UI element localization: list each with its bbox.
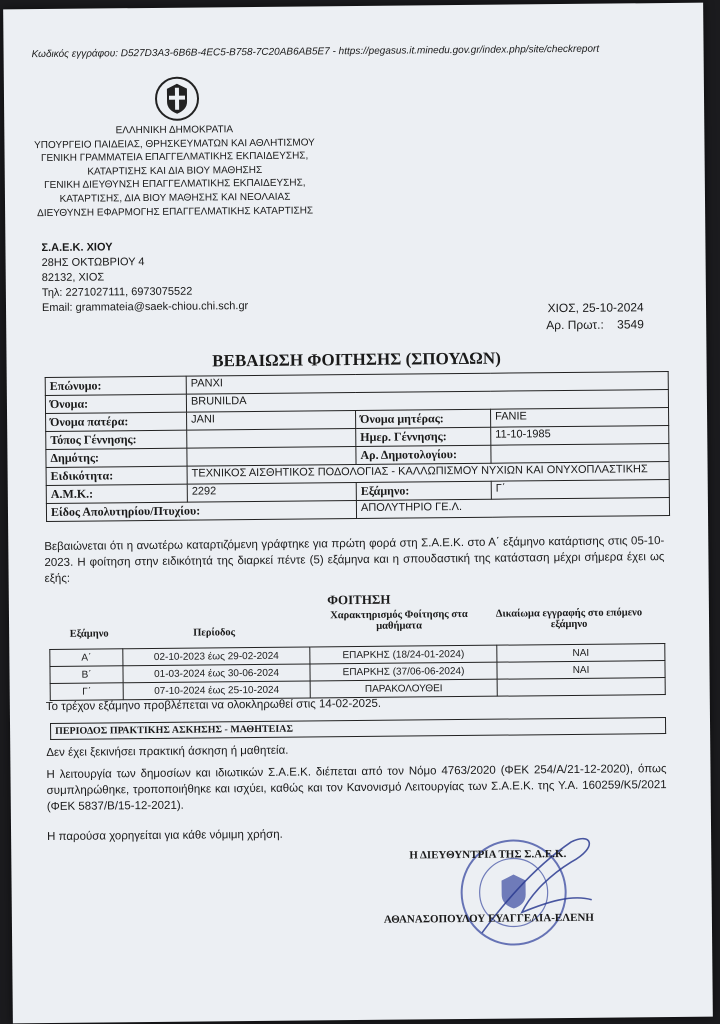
school-name: Σ.Α.Ε.Κ. ΧΙΟΥ [41,241,113,255]
signatory-name: ΑΘΑΝΑΣΟΠΟΥΛΟΥ ΕΥΑΓΓΕΛΙΑ-ΕΛΕΝΗ [383,911,595,926]
degree-label: Είδος Απολυτηρίου/Πτυχίου: [46,501,356,522]
issuer-line: ΚΑΤΑΡΤΙΣΗΣ ΚΑΙ ΔΙΑ ΒΙΟΥ ΜΑΘΗΣΗΣ [87,164,263,178]
birthdate-label: Ημερ. Γέννησης: [356,427,491,446]
row-semester: Γ΄ [50,683,123,701]
issuer-line: ΓΕΝΙΚΗ ΔΙΕΥΘΥΝΣΗ ΕΠΑΓΓΕΛΜΑΤΙΚΗΣ ΕΚΠΑΙΔΕΥΣΗΣ, [44,177,306,192]
date-line: ΧΙΟΣ, 25-10-2024 [547,300,644,316]
issuer-line: ΕΛΛΗΝΙΚΗ ΔΗΜΟΚΡΑΤΙΑ [115,124,234,137]
mother-value: FANIE [491,408,669,428]
row-status: ΕΠΑΡΚΗΣ (18/24-01-2024) [310,645,497,664]
registry-value [491,444,669,464]
enrolment-statement: Βεβαιώνεται ότι η ανωτέρω καταρτιζόμενη γράφτηκε για πρώτη φορά στη Σ.Α.Ε.Κ. στο Α΄ εξάμηνο κατάρτισης στις 05-10-2023. Η φοίτηση στην ειδικότητά της διαρκεί πέντε (5) εξάμηνα και η σπουδαστική της κατάσταση μέχρι σήμερα έχει ως εξής: [44,535,665,586]
row-status: ΕΠΑΡΚΗΣ (37/06-06-2024) [310,662,497,681]
row-semester: Α΄ [50,649,123,667]
row-semester: Β΄ [50,666,123,684]
father-value: JANI [187,411,356,431]
birthplace-label: Τόπος Γέννησης: [46,430,187,449]
col-right-header: Δικαίωμα εγγραφής στο επόμενο εξάμηνο [495,607,643,631]
semester-value: Γ΄ [491,480,669,500]
school-address [41,239,248,316]
registry-label: Αρ. Δημοτολογίου: [356,445,491,464]
semester-label: Εξάμηνο: [356,481,491,500]
row-period: 07-10-2024 έως 25-10-2024 [123,681,310,700]
row-period: 02-10-2023 έως 29-02-2024 [123,647,310,666]
student-info-table [45,371,670,522]
issuer-header [24,122,325,220]
document-title: ΒΕΒΑΙΩΣΗ ΦΟΙΤΗΣΗΣ (ΣΠΟΥΔΩΝ) [212,348,501,371]
issuer-line: ΥΠΟΥΡΓΕΙΟ ΠΑΙΔΕΙΑΣ, ΘΡΗΣΚΕΥΜΑΤΩΝ ΚΑΙ ΑΘΛΗΤΙΣΜΟΥ [34,136,315,151]
col-semester-header: Εξάμηνο [69,628,109,640]
row-status: ΠΑΡΑΚΟΛΟΥΘΕΙ [310,679,497,698]
greek-emblem-icon [154,75,200,121]
name-label: Όνομα: [45,394,186,413]
col-period-header: Περίοδος [193,627,236,639]
name-value: BRUNILDA [186,390,668,413]
attendance-table [49,643,665,701]
issuer-line: ΔΙΕΥΘΥΝΣΗ ΕΦΑΡΜΟΓΗΣ ΕΠΑΓΓΕΛΜΑΤΙΚΗΣ ΚΑΤΑΡΤΙΣΗΣ [37,204,314,219]
row-right: ΝΑΙ [497,661,665,680]
specialty-value: ΤΕΧΝΙΚΟΣ ΑΙΣΘΗΤΙΚΟΣ ΠΟΔΟΛΟΓΙΑΣ - ΚΑΛΛΩΠΙΣΜΟΥ ΝΥΧΙΩΝ ΚΑΙ ΟΝΥΧΟΠΛΑΣΤΙΚΗΣ [187,462,669,485]
row-period: 01-03-2024 έως 30-06-2024 [123,664,310,683]
date-block [546,299,644,334]
issuer-line: ΚΑΤΑΡΤΙΣΗΣ, ΔΙΑ ΒΙΟΥ ΜΑΘΗΣΗΣ ΚΑΙ ΝΕΟΛΑΙΑΣ [59,191,291,205]
practice-table [50,717,666,740]
surname-value: ΡΑΝΧΙ [186,372,668,395]
col-status-header: Χαρακτηρισμός Φοίτησης στα μαθήματα [330,608,468,632]
school-city: 82132, ΧΙΟΣ [41,271,105,285]
protocol-number: Αρ. Πρωτ.: 3549 [546,317,644,333]
amk-value: 2292 [187,483,356,503]
school-phone: Τηλ: 2271027111, 6973075522 [41,285,193,300]
birthplace-value [187,429,356,449]
verification-code: Κωδικός εγγράφου: D527D3A3-6B6B-4EC5-B758-7C20AB6AB5E7 - https://pegasus.it.minedu.gov.gr/index.php/site/checkreport [31,43,600,61]
usage-note: Η παρούσα χορηγείται για κάθε νόμιμη χρήση. [47,828,283,843]
degree-value: ΑΠΟΛΥΤΗΡΙΟ ΓΕ.Λ. [356,498,669,519]
mother-label: Όνομα μητέρας: [356,409,491,428]
birthdate-value: 11-10-1985 [491,426,669,446]
father-label: Όνομα πατέρα: [46,412,187,431]
signatory-title: Η ΔΙΕΥΘΥΝΤΡΙΑ ΤΗΣ Σ.Α.Ε.Κ. [409,848,567,862]
school-email: Email: grammateia@saek-chiou.chi.sch.gr [41,300,249,315]
school-street: 28ΗΣ ΟΚΤΩΒΡΙΟΥ 4 [41,256,145,270]
issuer-line: ΓΕΝΙΚΗ ΓΡΑΜΜΑΤΕΙΑ ΕΠΑΓΓΕΛΜΑΤΙΚΗΣ ΕΚΠΑΙΔΕΥΣΗΣ, [40,150,309,165]
current-semester-note: Το τρέχον εξάμηνο προβλέπεται να ολοκληρωθεί στις 14-02-2025. [45,697,382,714]
attendance-heading: ΦΟΙΤΗΣΗ [327,591,391,608]
amk-label: Α.Μ.Κ.: [46,484,187,503]
legal-note: Η λειτουργία των δημοσίων και ιδιωτικών Σ.Α.Ε.Κ. διέπεται από τον Νόμο 4763/2020 (ΦΕΚ 254/Α/21-12-2020), όπως συμπληρώθηκε, τροποποιήθηκε και ισχύει, καθώς και τον Κανονισμό Λειτουργίας των Σ.Α.Ε.Κ. της Υ.Α. 160259/Κ5/2021 (ΦΕΚ 5837/Β/15-12-2021). [46,763,667,814]
surname-label: Επώνυμο: [45,376,186,395]
municipality-value [187,447,356,467]
specialty-label: Ειδικότητα: [46,466,187,485]
municipality-label: Δημότης: [46,448,187,467]
row-right: ΝΑΙ [497,644,665,663]
practice-heading: ΠΕΡΙΟΔΟΣ ΠΡΑΚΤΙΚΗΣ ΑΣΚΗΣΗΣ - ΜΑΘΗΤΕΙΑΣ [51,718,666,740]
row-right [497,678,665,697]
document-page [3,3,713,1024]
practice-note: Δεν έχει ξεκινήσει πρακτική άσκηση ή μαθητεία. [46,744,289,760]
official-stamp [451,822,602,953]
